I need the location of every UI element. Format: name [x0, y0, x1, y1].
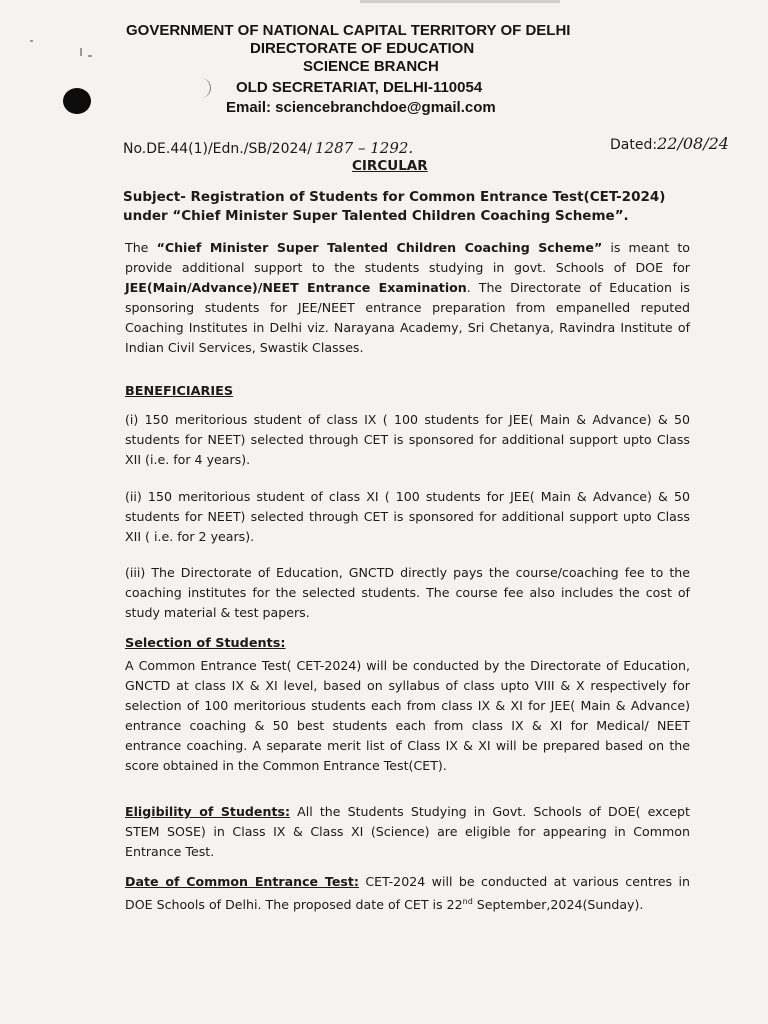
punch-hole-mark — [63, 88, 91, 114]
scan-edge-mark — [360, 0, 560, 3]
dated-label: Dated: — [610, 137, 658, 153]
selection-heading: Selection of Students: — [125, 636, 286, 651]
scheme-name: “Chief Minister Super Talented Children Coaching Scheme” — [156, 240, 603, 255]
scan-speck — [88, 55, 92, 57]
eligibility-heading: Eligibility of Students: — [125, 804, 290, 819]
intro-text: The — [125, 240, 157, 255]
beneficiary-item-1: (i) 150 meritorious student of class IX ( 100 students for JEE( Main & Advance) & 50 students for NEET) selected through CET is sponsored for additional support upto Class XII (i.e. for 4 years). — [125, 412, 690, 467]
scan-speck — [30, 40, 33, 42]
intro-text: . The Directorate of Education is sponsoring students for JEE/NEET entrance preparation from empanelled reputed Coaching Institutes in Delhi viz. Narayana Academy, Sri Chetanya, Ravindra Institute of Indian Civil Services, Swastik Classes. — [125, 280, 690, 355]
subject — [123, 188, 693, 226]
scan-speck — [80, 48, 82, 56]
test-date-text-end: September,2024(Sunday). — [472, 897, 644, 913]
header-email: Email: sciencebranchdoe@gmail.com — [226, 99, 496, 116]
selection-paragraph: A Common Entrance Test( CET-2024) will be conducted by the Directorate of Education, GNCTD at class IX & XI level, based on syllabus of class upto VIII & X respectively for selection of 100 meritorious students each from class IX & XI for JEE( Main & Advance) entrance coaching & 50 best students each from class IX & XI for Medical/ NEET entrance coaching. A separate merit list of Class IX & XI will be prepared based on the score obtained in the Common Entrance Test(CET). — [125, 658, 690, 773]
beneficiary-item-2: (ii) 150 meritorious student of class XI ( 100 students for JEE( Main & Advance) & 50 students for NEET) selected through CET is sponsored for additional support upto Class XII ( i.e. for 2 years). — [125, 489, 690, 544]
test-date-paragraph — [125, 872, 690, 915]
handwritten-date: 22/08/24 — [657, 134, 729, 153]
handwritten-reference-number: 1287 – 1292. — [315, 139, 414, 157]
dated-field — [610, 134, 729, 153]
subject-line-2: under “Chief Minister Super Talented Children Coaching Scheme”. — [123, 208, 629, 224]
test-date-heading: Date of Common Entrance Test: — [125, 874, 359, 889]
reference-number — [123, 139, 413, 157]
test-date-superscript: nd — [462, 897, 473, 906]
subject-line-1: Subject- Registration of Students for Common Entrance Test(CET-2024) — [123, 189, 666, 205]
reference-number-text: No.DE.44(1)/Edn./SB/2024/ — [123, 141, 313, 157]
intro-text: is meant to provide additional support to the students studying in govt. Schools of DOE for — [125, 240, 690, 275]
header-address: OLD SECRETARIAT, DELHI-110054 — [236, 79, 483, 96]
header-branch: SCIENCE BRANCH — [303, 58, 439, 75]
pen-mark — [200, 78, 211, 98]
eligibility-paragraph — [125, 802, 690, 862]
header-directorate: DIRECTORATE OF EDUCATION — [250, 40, 475, 57]
circular-title: CIRCULAR — [352, 158, 428, 174]
beneficiaries-heading: BENEFICIARIES — [125, 384, 234, 399]
eligibility-text: All the Students Studying in Govt. Schools of DOE( except STEM SOSE) in Class IX & Class XI (Science) are eligible for appearing in Common Entrance Test. — [125, 804, 690, 859]
header-government: GOVERNMENT OF NATIONAL CAPITAL TERRITORY OF DELHI — [126, 22, 571, 39]
exam-name: JEE(Main/Advance)/NEET Entrance Examination — [125, 280, 467, 295]
beneficiary-item-3: (iii) The Directorate of Education, GNCTD directly pays the course/coaching fee to the coaching institutes for the selected students. The course fee also includes the cost of study material & test papers. — [125, 565, 690, 620]
intro-paragraph — [125, 238, 690, 358]
test-date-text: CET-2024 will be conducted at various centres in DOE Schools of Delhi. The proposed date of CET is 22 — [125, 874, 690, 913]
